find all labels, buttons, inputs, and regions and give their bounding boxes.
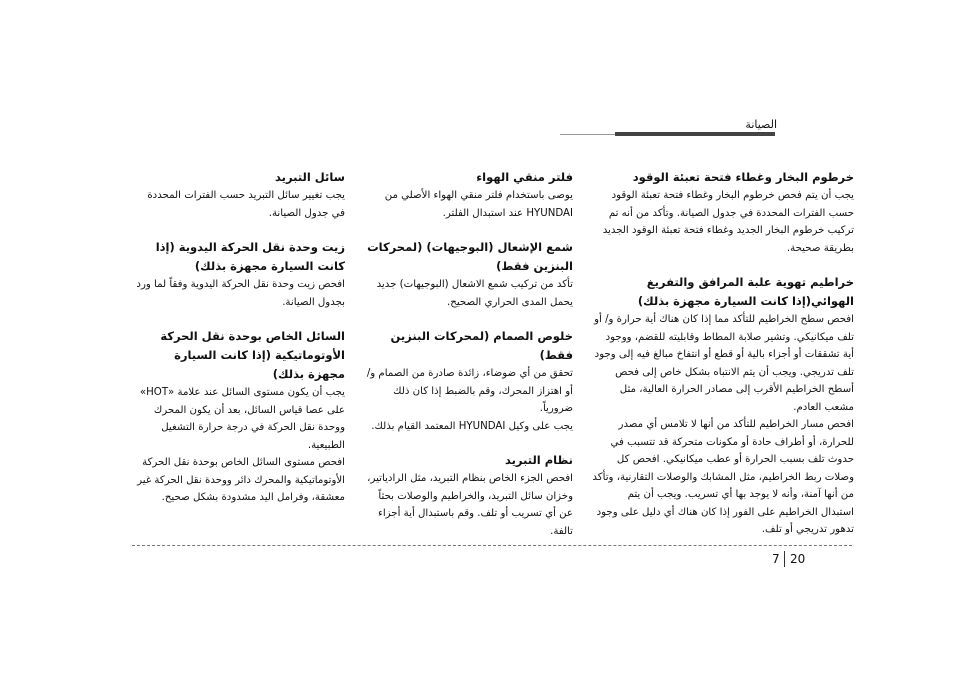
paragraph: افحص مسار الخراطيم للتأكد من أنها لا تلامس أي مصدر للحرارة، أو أطراف حادة أو مكونات متحركة قد تتسبب في حدوث تلف بسبب الحرارة أو عطب ميكانيكي. افحص كل وصلات ربط الخراطيم، مثل المشابك والوصلات التقارنية، وتأكد من أنها آمنة، وأنه لا يوجد بها أي تسريب. ويجب أن يتم استبدال الخراطيم على الفور إذا كان هناك أي دليل على وجود تدهور تدريجي أو تلف. <box>592 419 854 535</box>
column-left <box>135 168 345 523</box>
paragraph: يجب أن يكون مستوى السائل عند علامة «HOT» على عصا قياس السائل، بعد أن يكون المحرك ووحدة نقل الحركة في درجة حرارة التشغيل الطبيعية. <box>139 387 345 451</box>
paragraph: افحص سطح الخراطيم للتأكد مما إذا كان هناك أية حرارة و/ أو تلف ميكانيكي. وتشير صلابة المطاط وقابليته للقضم، ووجود أية تشققات أو أجزاء بالية أو قطع أو انتفاخ مبالغ فيه إلى وجود تلف تدريجي. ويجب أن يتم الانتباه بشكل خاص إلى فحص أسطح الخراطيم الأقرب إلى مصادر الحرارة العالية، مثل مشعب العادم. <box>594 314 854 413</box>
paragraph: افحص زيت وحدة نقل الحركة اليدوية وفقاً لما ورد بجدول الصيانة. <box>136 279 345 308</box>
heading-coolant: سائل التبريد <box>275 170 345 184</box>
heading-automatic-transmission-fluid: السائل الخاص بوحدة نقل الحركة الأوتوماتيكية (إذا كانت السيارة مجهزة بذلك) <box>160 329 345 381</box>
heading-manual-transmission-oil: زيت وحدة نقل الحركة اليدوية (إذا كانت السيارة مجهزة بذلك) <box>155 240 345 273</box>
paragraph: يوصى باستخدام فلتر منقي الهواء الأصلي من HYUNDAI عند استبدال الفلتر. <box>384 190 573 219</box>
heading-cooling-system: نظام التبريد <box>504 453 573 467</box>
paragraph: افحص مستوى السائل الخاص بوحدة نقل الحركة الأوتوماتيكية والمحرك دائر ووحدة نقل الحركة غير معشقة، وفرامل اليد مشدودة بشكل صحيح. <box>137 457 345 503</box>
header-bar <box>615 132 775 136</box>
heading-air-filter: فلتر منقي الهواء <box>476 170 573 184</box>
paragraph: تحقق من أي ضوضاء، زائدة صادرة من الصمام و/أو اهتزاز المحرك، وقم بالضبط إذا كان ذلك ضرورياً. <box>366 368 573 414</box>
paragraph: يجب على وكيل HYUNDAI المعتمد القيام بذلك. <box>371 420 573 432</box>
heading-spark-plugs: شمع الإشعال (البوجيهات) (لمحركات البنزين فقط) <box>367 240 573 273</box>
paragraph: يجب تغيير سائل التبريد حسب الفترات المحددة في جدول الصيانة. <box>147 190 345 219</box>
section-header: الصيانة <box>745 118 777 131</box>
page-number: 20 <box>790 552 806 566</box>
paragraph: يجب أن يتم فحص خرطوم البخار وغطاء فتحة تعبئة الوقود حسب الفترات المحددة في جدول الصيانة. وتأكد من أنه تم تركيب خرطوم البخار الجديد وغطاء فتحة تعبئة الوقود الجديد بطريقة صحيحة. <box>602 190 854 254</box>
footer-rule <box>132 545 852 546</box>
heading-crankcase-hoses: خراطيم تهوية علبة المرافق والتفريغ الهوائي(إذا كانت السيارة مجهزة بذلك) <box>637 275 854 308</box>
header-rule <box>560 134 615 135</box>
page-number-separator <box>784 551 785 567</box>
column-right <box>592 168 854 555</box>
column-middle <box>365 168 573 556</box>
heading-valve-clearance: خلوص الصمام (لمحركات البنزين فقط) <box>390 329 573 362</box>
paragraph: تأكد من تركيب شمع الاشعال (البوجيهات) جديد يحمل المدى الحراري الصحيح. <box>376 279 573 308</box>
chapter-number: 7 <box>772 552 780 566</box>
paragraph: افحص الجزء الخاص بنظام التبريد، مثل الرادياتير، وخزان سائل التبريد، والخراطيم والوصلات بحثاً عن أي تسريب أو تلف. وقم باستبدال أية أجزاء تالفة. <box>367 473 573 537</box>
heading-fuel-vapor-hose: خرطوم البخار وغطاء فتحة تعبئة الوقود <box>632 170 854 184</box>
